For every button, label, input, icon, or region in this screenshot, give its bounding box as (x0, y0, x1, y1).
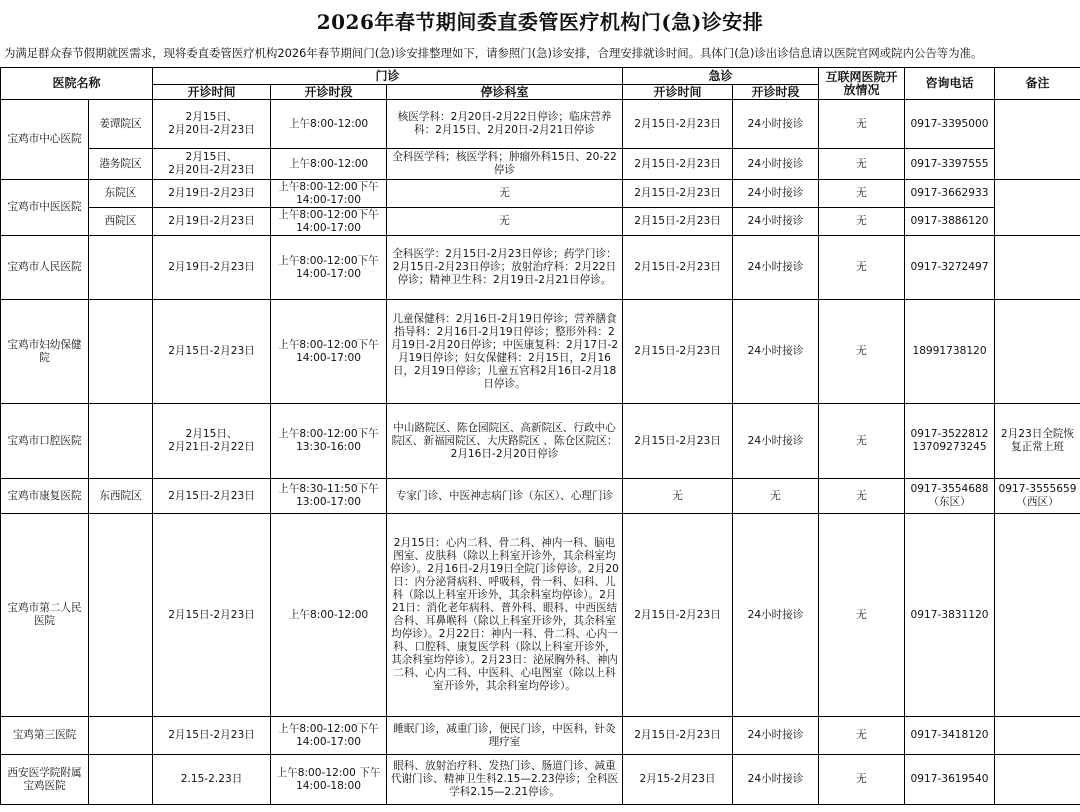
open-period: 上午8:00-12:00 (271, 100, 387, 149)
closed-dept: 中山路院区、陈仓园院区、高新院区、行政中心院区、新福园院区、大庆路院区 、陈仓区院区：2月16日-2月20日停诊 (387, 404, 623, 479)
header-row-1 (1, 68, 1080, 85)
open-period: 上午8:00-12:00 下午14:00-18:00 (271, 755, 387, 805)
phone: 18991738120 (905, 300, 995, 404)
open-period: 上午8:00-12:00下午13:30-16:00 (271, 404, 387, 479)
campus-name (89, 755, 153, 805)
remark (995, 300, 1080, 404)
hospital-name: 宝鸡市妇幼保健院 (1, 300, 89, 404)
closed-dept: 专家门诊、中医神志病门诊（东区）、心理门诊 (387, 479, 623, 514)
em-period: 24小时接诊 (733, 755, 819, 805)
em-date-header: 开诊时间 (623, 85, 733, 100)
em-period: 24小时接诊 (733, 100, 819, 149)
closed-dept-header: 停诊科室 (387, 85, 623, 100)
em-period: 24小时接诊 (733, 149, 819, 180)
open-period: 上午8:30-11:50下午13:00-17:00 (271, 479, 387, 514)
campus-name: 东院区 (89, 180, 153, 208)
em-period: 24小时接诊 (733, 208, 819, 236)
phone: 0917-3662933 (905, 180, 995, 208)
table-row (1, 514, 1080, 717)
closed-dept: 无 (387, 180, 623, 208)
internet-status: 无 (819, 479, 905, 514)
closed-dept: 儿童保健科：2月16日-2月19日停诊；营养膳食指导科：2月16日-2月19日停诊；整形外科：2月19日-2月20日停诊；中医康复科：2月17日-2月19日停诊；妇女保健科：2月15日，2月16日，2月19日停诊；儿童五官科2月16日-2月18日停诊。 (387, 300, 623, 404)
phone: 0917-3619540 (905, 755, 995, 805)
table-row (1, 755, 1080, 805)
closed-dept: 全科医学科；核医学科；肿瘤外科15日、20-22停诊 (387, 149, 623, 180)
table-row (1, 404, 1080, 479)
closed-dept: 睡眠门诊，减重门诊，便民门诊，中医科，针灸理疗室 (387, 717, 623, 755)
em-period: 24小时接诊 (733, 717, 819, 755)
open-date: 2月15日-2月23日 (153, 479, 271, 514)
emergency-header: 急诊 (623, 68, 819, 85)
campus-name: 西院区 (89, 208, 153, 236)
page-title: 2026年春节期间委直委管医疗机构门(急)诊安排 (316, 9, 764, 34)
internet-status: 无 (819, 717, 905, 755)
em-date: 2月15-2月23日 (623, 755, 733, 805)
open-date: 2月15日-2月23日 (153, 300, 271, 404)
em-date: 2月15日-2月23日 (623, 149, 733, 180)
internet-status: 无 (819, 755, 905, 805)
table-row (1, 208, 1080, 236)
open-period: 上午8:00-12:00下午14:00-17:00 (271, 236, 387, 300)
hospital-name: 宝鸡第三医院 (1, 717, 89, 755)
open-date: 2月19日-2月23日 (153, 236, 271, 300)
internet-status: 无 (819, 236, 905, 300)
em-period: 24小时接诊 (733, 514, 819, 717)
open-date: 2月15日、 2月21日-2月22日 (153, 404, 271, 479)
em-date: 2月15日-2月23日 (623, 236, 733, 300)
hospital-name: 宝鸡市中心医院 (1, 100, 89, 180)
em-date: 2月15日-2月23日 (623, 404, 733, 479)
internet-status: 无 (819, 149, 905, 180)
campus-name: 东西院区 (89, 479, 153, 514)
closed-dept: 全科医学：2月15日-2月23日停诊；药学门诊：2月15日-2月23日停诊；放射治疗科：2月22日停诊；精神卫生科：2月19日-2月21日停诊。 (387, 236, 623, 300)
em-period: 24小时接诊 (733, 404, 819, 479)
internet-status: 无 (819, 100, 905, 149)
open-period: 上午8:00-12:00下午14:00-17:00 (271, 300, 387, 404)
outpatient-header: 门诊 (153, 68, 623, 85)
internet-status: 无 (819, 180, 905, 208)
open-date: 2月15日、 2月20日-2月23日 (153, 100, 271, 149)
table-row (1, 236, 1080, 300)
campus-name: 姜谭院区 (89, 100, 153, 149)
em-date: 2月15日-2月23日 (623, 514, 733, 717)
hospital-name: 西安医学院附属宝鸡医院 (1, 755, 89, 805)
closed-dept: 核医学科：2月20日-2月22日停诊；临床营养科：2月15日、2月20日-2月21日停诊 (387, 100, 623, 149)
table-row (1, 717, 1080, 755)
phone: 0917-3522812 13709273245 (905, 404, 995, 479)
open-period: 上午8:00-12:00下午14:00-17:00 (271, 717, 387, 755)
internet-header: 互联网医院开放情况 (819, 68, 905, 100)
campus-name (89, 236, 153, 300)
hospital-name: 宝鸡市康复医院 (1, 479, 89, 514)
phone: 0917-3418120 (905, 717, 995, 755)
open-date: 2月19日-2月23日 (153, 180, 271, 208)
closed-dept: 无 (387, 208, 623, 236)
em-period: 24小时接诊 (733, 180, 819, 208)
hospital-header: 医院名称 (1, 68, 153, 100)
open-date-header: 开诊时间 (153, 85, 271, 100)
remark (995, 100, 1080, 180)
open-period: 上午8:00-12:00 (271, 514, 387, 717)
hospital-name: 宝鸡市第二人民医院 (1, 514, 89, 717)
internet-status: 无 (819, 404, 905, 479)
remark (995, 236, 1080, 300)
open-period: 上午8:00-12:00下午14:00-17:00 (271, 208, 387, 236)
remark-header: 备注 (995, 68, 1080, 100)
open-date: 2月15日-2月23日 (153, 514, 271, 717)
remark (995, 514, 1080, 717)
em-date: 无 (623, 479, 733, 514)
table-row (1, 100, 1080, 149)
table-row (1, 149, 1080, 180)
em-date: 2月15日-2月23日 (623, 100, 733, 149)
intro-text: 为满足群众春节假期就医需求，现将委直委管医疗机构2026年春节期间门(急)诊安排整理如下，请参照门(急)诊安排，合理安排就诊时间。具体门(急)诊出诊信息请以医院官网或院内公告等为准。 (4, 46, 983, 60)
campus-name: 港务院区 (89, 149, 153, 180)
campus-name (89, 514, 153, 717)
table-row (1, 300, 1080, 404)
remark: 0917-3555659 （西区） (995, 479, 1080, 514)
remark: 2月23日全院恢复正常上班 (995, 404, 1080, 479)
em-date: 2月15日-2月23日 (623, 180, 733, 208)
open-date: 2月19日-2月23日 (153, 208, 271, 236)
hospital-name: 宝鸡市口腔医院 (1, 404, 89, 479)
open-date: 2月15日、 2月20日-2月23日 (153, 149, 271, 180)
em-period: 24小时接诊 (733, 300, 819, 404)
phone: 0917-3831120 (905, 514, 995, 717)
remark (995, 180, 1080, 236)
closed-dept: 2月15日：心内二科、骨二科、神内一科、脑电图室、皮肤科（除以上科室开诊外，其余科室均停诊）。2月16日-2月19日全院门诊停诊。2月20日：内分泌肾病科、呼吸科，骨一科、妇科、儿科（除以上科室开诊外，其余科室均停诊）。2月21日：消化老年病科、普外科、眼科、中西医结合科、耳鼻喉科（除以上科室开诊外，其余科室均停诊）。2月22日：神内一科、骨二科、心内一科、口腔科、康复医学科（除以上科室开诊外，其余科室均停诊）。2月23日：泌尿胸外科、神内二科、心内二科、中医科、心电图室（除以上科室开诊外，其余科室均停诊）。 (387, 514, 623, 717)
phone: 0917-3397555 (905, 149, 995, 180)
hospital-name: 宝鸡市人民医院 (1, 236, 89, 300)
open-period-header: 开诊时段 (271, 85, 387, 100)
em-period: 24小时接诊 (733, 236, 819, 300)
em-period: 无 (733, 479, 819, 514)
campus-name (89, 300, 153, 404)
table-row (1, 479, 1080, 514)
em-date: 2月15日-2月23日 (623, 300, 733, 404)
phone: 0917-3886120 (905, 208, 995, 236)
table-row (1, 180, 1080, 208)
open-date: 2月15日-2月23日 (153, 717, 271, 755)
campus-name (89, 404, 153, 479)
internet-status: 无 (819, 300, 905, 404)
open-period: 上午8:00-12:00下午14:00-17:00 (271, 180, 387, 208)
remark (995, 717, 1080, 755)
open-period: 上午8:00-12:00 (271, 149, 387, 180)
em-period-header: 开诊时段 (733, 85, 819, 100)
open-date: 2.15-2.23日 (153, 755, 271, 805)
phone: 0917-3395000 (905, 100, 995, 149)
phone-header: 咨询电话 (905, 68, 995, 100)
internet-status: 无 (819, 514, 905, 717)
closed-dept: 眼科、放射治疗科、发热门诊、肠道门诊、减重代谢门诊、精神卫生科2.15—2.23停诊；全科医学科2.15—2.21停诊。 (387, 755, 623, 805)
em-date: 2月15日-2月23日 (623, 717, 733, 755)
schedule-table (0, 67, 1080, 805)
hospital-name: 宝鸡市中医医院 (1, 180, 89, 236)
remark (995, 755, 1080, 805)
phone: 0917-3554688 （东区） (905, 479, 995, 514)
internet-status: 无 (819, 208, 905, 236)
em-date: 2月15日-2月23日 (623, 208, 733, 236)
campus-name (89, 717, 153, 755)
phone: 0917-3272497 (905, 236, 995, 300)
